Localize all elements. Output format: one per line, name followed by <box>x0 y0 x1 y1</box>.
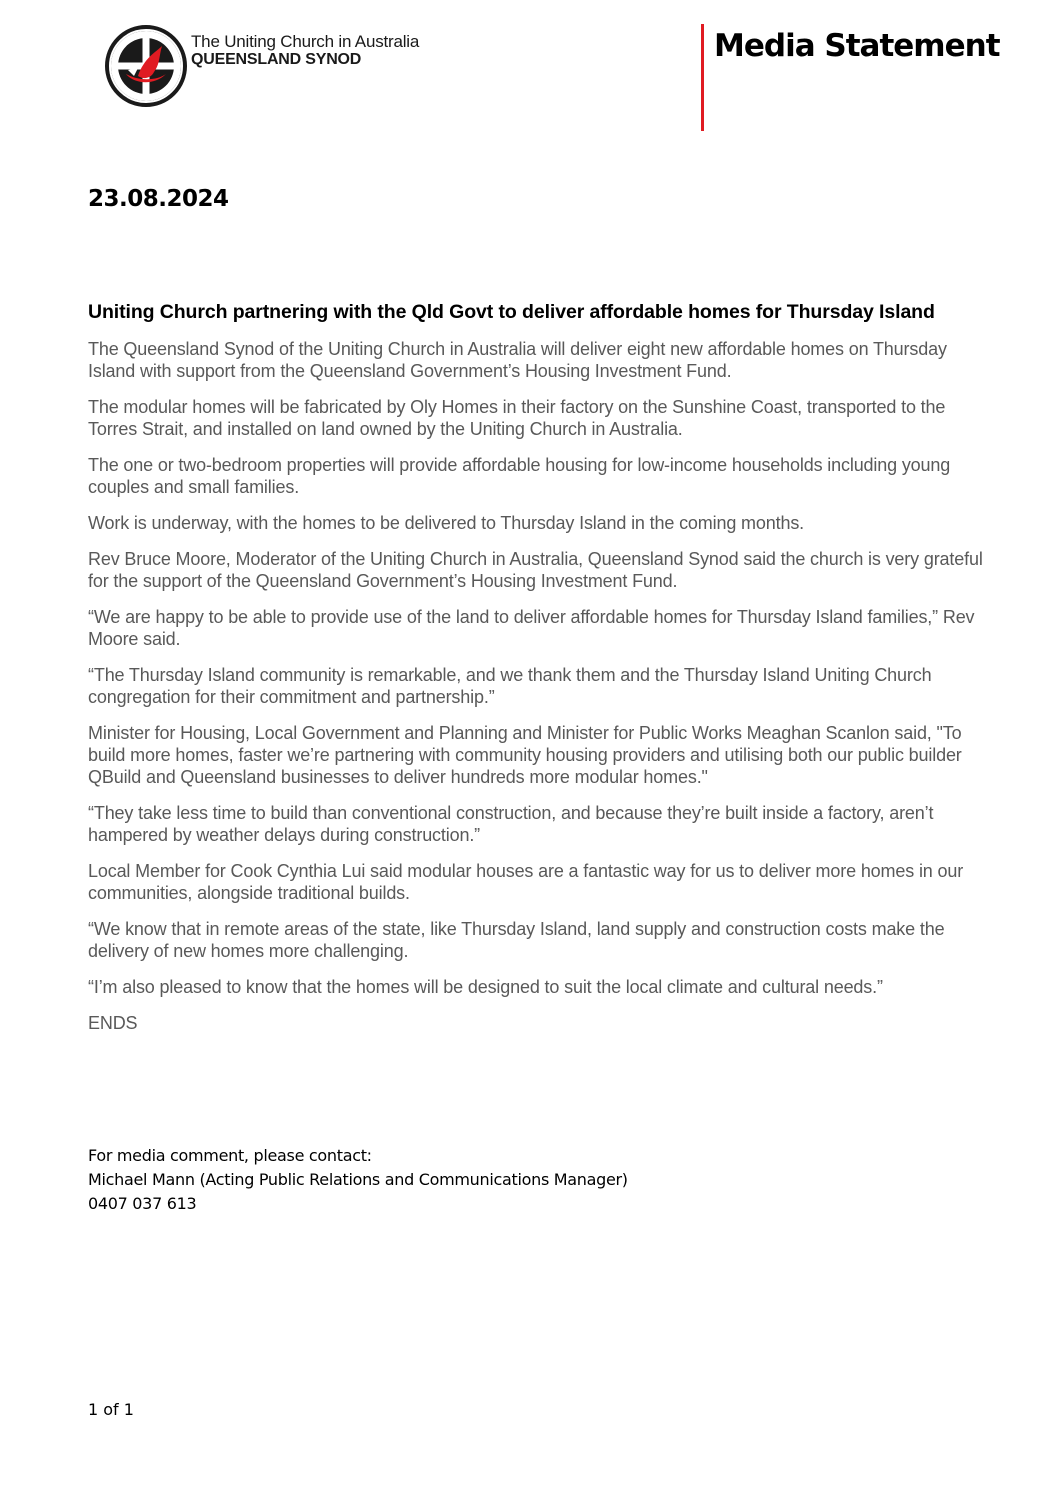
contact-intro: For media comment, please contact: <box>88 1146 372 1165</box>
article-paragraph: “We know that in remote areas of the state, like Thursday Island, land supply and construction costs make the delivery of new homes more challenging. <box>88 919 945 961</box>
article-ends: ENDS <box>88 1013 138 1033</box>
page-title: Media Statement <box>714 28 1000 64</box>
contact-name: Michael Mann (Acting Public Relations and Communications Manager) <box>88 1170 628 1189</box>
page-number: 1 of 1 <box>88 1400 134 1419</box>
church-logo <box>104 24 434 108</box>
media-contact <box>88 1144 628 1216</box>
article-paragraph: “The Thursday Island community is remarkable, and we thank them and the Thursday Island Uniting Church congregation for their commitment and partnership.” <box>88 665 932 707</box>
article-paragraph: The modular homes will be fabricated by Oly Homes in their factory on the Sunshine Coast, transported to the Torres Strait, and installed on land owned by the Uniting Church in Australia. <box>88 397 946 439</box>
contact-phone: 0407 037 613 <box>88 1194 197 1213</box>
article-paragraph: Work is underway, with the homes to be delivered to Thursday Island in the coming months. <box>88 513 805 533</box>
logo-line-church-name: The Uniting Church in Australia <box>191 32 420 51</box>
logo-wordmark <box>191 33 419 69</box>
article-body <box>88 300 988 1048</box>
article-paragraph: “I’m also pleased to know that the homes will be designed to suit the local climate and cultural needs.” <box>88 977 883 997</box>
uniting-church-emblem-icon <box>104 24 188 108</box>
article-paragraph: The one or two-bedroom properties will provide affordable housing for low-income households including young couples and small families. <box>88 455 951 497</box>
article-paragraph: “We are happy to be able to provide use of the land to deliver affordable homes for Thursday Island families,” Rev Moore said. <box>88 607 975 649</box>
article-paragraph: The Queensland Synod of the Uniting Church in Australia will deliver eight new affordable homes on Thursday Island with support from the Queensland Government’s Housing Investment Fund. <box>88 339 947 381</box>
article-headline: Uniting Church partnering with the Qld Govt to deliver affordable homes for Thursday Island <box>88 301 935 323</box>
article-paragraph: “They take less time to build than conventional construction, and because they’re built inside a factory, aren’t hampered by weather delays during construction.” <box>88 803 934 845</box>
article-paragraph: Local Member for Cook Cynthia Lui said modular houses are a fantastic way for us to deliver more homes in our communities, alongside traditional builds. <box>88 861 964 903</box>
header-divider <box>701 24 704 131</box>
article-paragraph: Rev Bruce Moore, Moderator of the Uniting Church in Australia, Queensland Synod said the church is very grateful for the support of the Queensland Government’s Housing Investment Fund. <box>88 549 983 591</box>
release-date: 23.08.2024 <box>88 186 229 212</box>
article-paragraph: Minister for Housing, Local Government and Planning and Minister for Public Works Meaghan Scanlon said, "To build more homes, faster we’re partnering with community housing providers and utilising both our public builder QBuild and Queensland businesses to deliver hundreds more modular homes." <box>88 723 962 787</box>
logo-line-synod: QUEENSLAND SYNOD <box>191 51 362 68</box>
